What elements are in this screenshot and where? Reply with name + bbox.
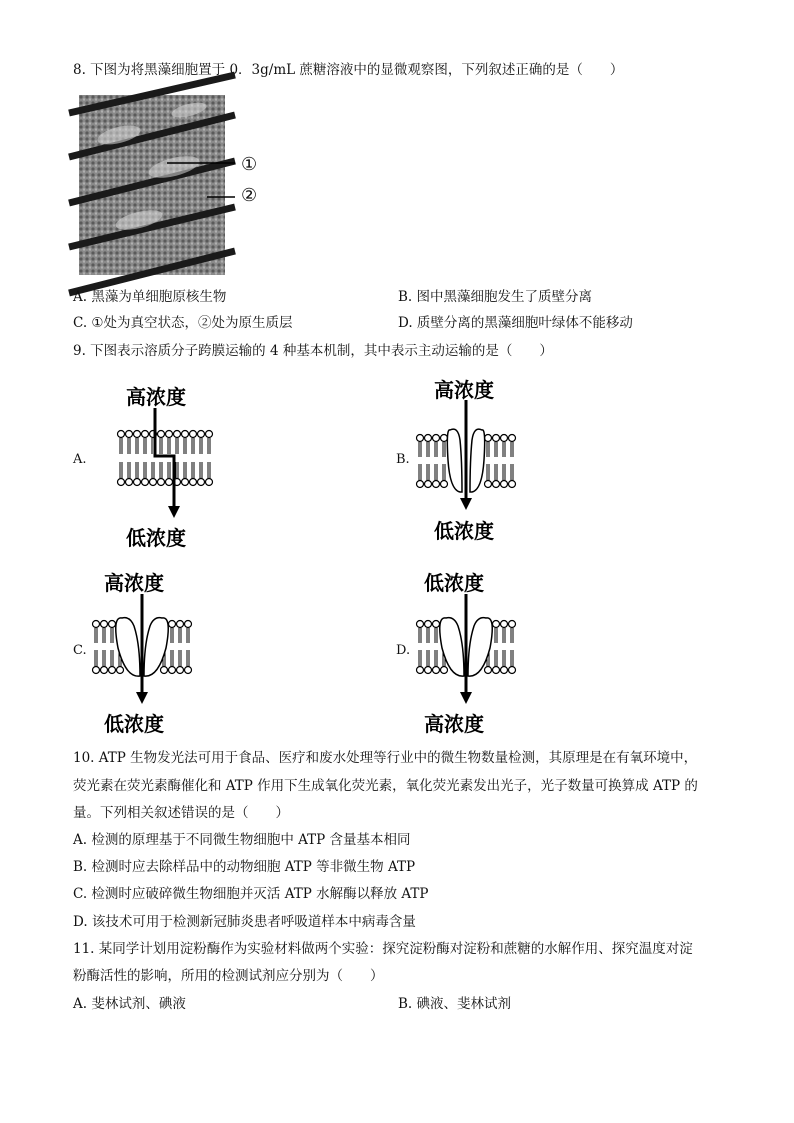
q9-stem: 9. 下图表示溶质分子跨膜运输的 4 种基本机制，其中表示主动运输的是（ ） bbox=[73, 343, 553, 359]
diagram-d-pump bbox=[416, 594, 516, 706]
q10-option-d: D. 该技术可用于检测新冠肺炎患者呼吸道样本中病毒含量 bbox=[73, 914, 416, 930]
micrograph-image bbox=[79, 95, 225, 275]
diagram-c-top-label: 高浓度 bbox=[104, 571, 164, 595]
q10-stem-line1: 10. ATP 生物发光法可用于食品、医疗和废水处理等行业中的微生物数量检测，其原理是在有氧环境中， bbox=[73, 750, 698, 766]
q8-option-c: C. ①处为真空状态，②处为原生质层 bbox=[73, 315, 293, 331]
diagram-a-membrane bbox=[117, 408, 217, 518]
q10-option-c: C. 检测时应破碎微生物细胞并灭活 ATP 水解酶以释放 ATP bbox=[73, 886, 429, 902]
q8-stem: 8. 下图为将黑藻细胞置于 0．3g/mL 蔗糖溶液中的显微观察图，下列叙述正确的是（ ） bbox=[73, 62, 624, 78]
diagram-a-letter: A. bbox=[73, 452, 87, 467]
diagram-b-letter: B. bbox=[396, 452, 410, 467]
q8-option-b: B. 图中黑藻细胞发生了质壁分离 bbox=[398, 289, 593, 305]
diagram-d-letter: D. bbox=[396, 643, 411, 658]
q11-option-b: B. 碘液、斐林试剂 bbox=[398, 996, 512, 1012]
q11-option-a: A. 斐林试剂、碘液 bbox=[73, 996, 186, 1012]
q10-stem-line2: 荧光素在荧光素酶催化和 ATP 作用下生成氧化荧光素，氧化荧光素发出光子，光子数量可换算成 ATP 的 bbox=[73, 778, 698, 794]
q10-option-b: B. 检测时应去除样品中的动物细胞 ATP 等非微生物 ATP bbox=[73, 859, 416, 875]
label-2: ② bbox=[241, 185, 258, 206]
diagram-c-carrier bbox=[92, 594, 192, 706]
diagram-c-bottom-label: 低浓度 bbox=[104, 712, 164, 736]
diagram-b-top-label: 高浓度 bbox=[434, 378, 494, 402]
diagram-d-top-label: 低浓度 bbox=[424, 571, 484, 595]
diagram-b-channel bbox=[416, 400, 516, 512]
q10-option-a: A. 检测的原理基于不同微生物细胞中 ATP 含量基本相同 bbox=[73, 832, 411, 848]
diagram-a-bottom-label: 低浓度 bbox=[126, 526, 186, 550]
diagram-b-bottom-label: 低浓度 bbox=[434, 519, 494, 543]
q8-option-d: D. 质壁分离的黑藻细胞叶绿体不能移动 bbox=[398, 315, 633, 331]
q10-stem-line3: 量。下列相关叙述错误的是（ ） bbox=[73, 805, 289, 821]
q8-option-a: A. 黑藻为单细胞原核生物 bbox=[73, 289, 227, 305]
diagram-c-letter: C. bbox=[73, 643, 87, 658]
diagram-a-top-label: 高浓度 bbox=[126, 385, 186, 409]
q11-stem-line2: 粉酶活性的影响，所用的检测试剂应分别为（ ） bbox=[73, 968, 384, 984]
diagram-d-bottom-label: 高浓度 bbox=[424, 712, 484, 736]
q11-stem-line1: 11. 某同学计划用淀粉酶作为实验材料做两个实验：探究淀粉酶对淀粉和蔗糖的水解作用、探究温度对淀 bbox=[73, 941, 693, 957]
label-1: ① bbox=[241, 154, 258, 175]
